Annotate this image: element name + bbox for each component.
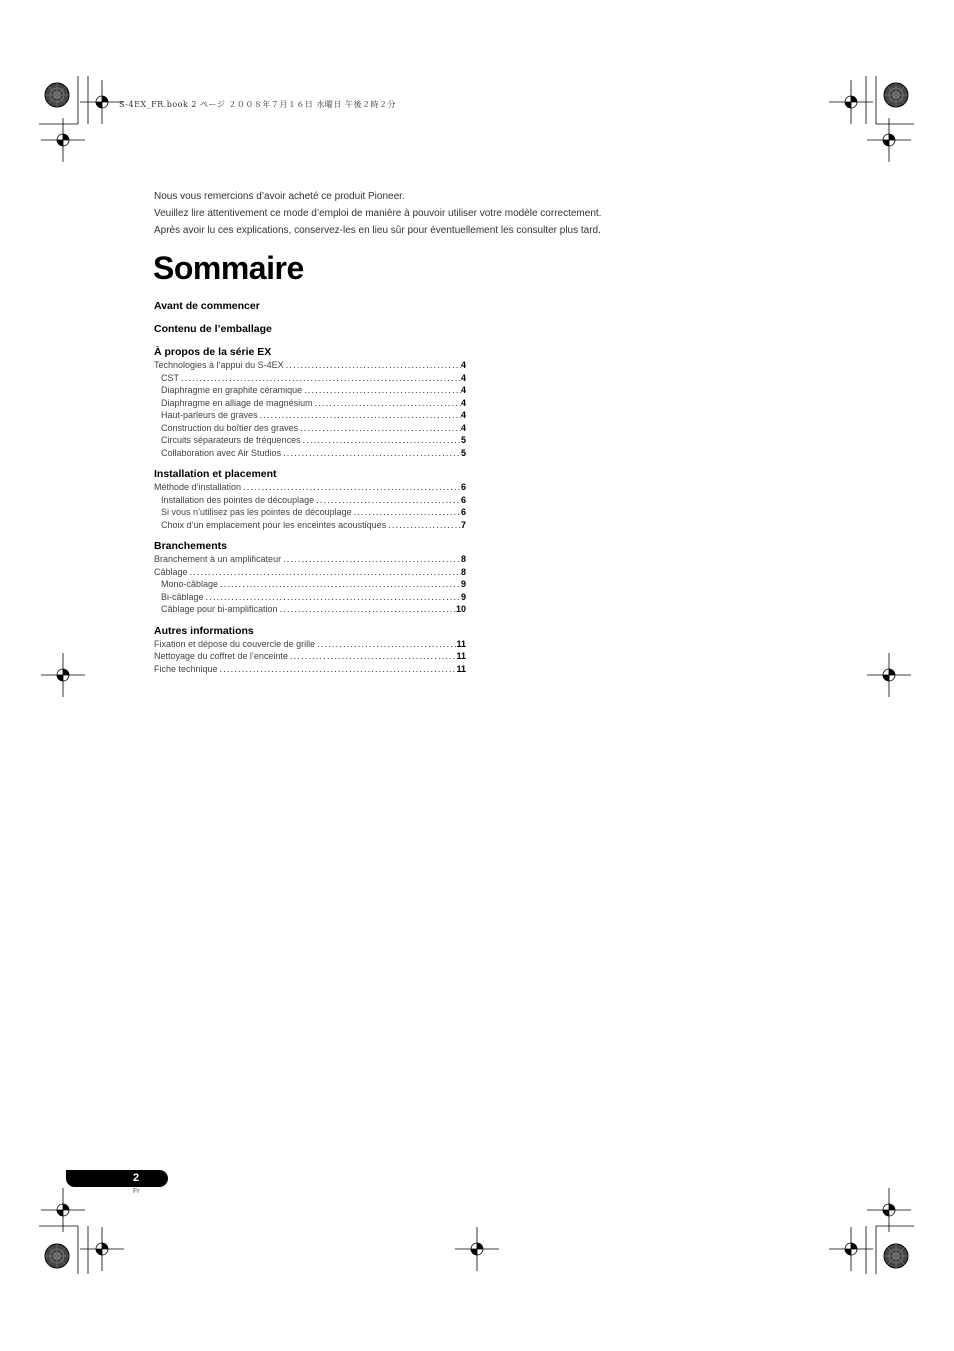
page-number: 2 — [133, 1172, 140, 1184]
toc-entry[interactable]: Branchement à un amplificateur ..... 8 — [154, 553, 466, 566]
toc-entry[interactable]: Circuits séparateurs de fréquences ..... 5 — [154, 434, 466, 447]
toc-section-contenu[interactable]: Contenu de l’emballage — [154, 323, 272, 335]
table-of-contents — [154, 300, 466, 675]
toc-entry[interactable]: Diaphragme en alliage de magnésium ..... 4 — [154, 397, 466, 410]
toc-entry[interactable]: Câblage pour bi-amplification ..... 10 — [154, 603, 466, 616]
toc-entry[interactable]: Choix d’un emplacement pour les enceintes acoustiques ..... 7 — [154, 519, 466, 532]
toc-entry[interactable]: Nettoyage du coffret de l’enceinte ..... 11 — [154, 650, 466, 663]
page-number-tab — [66, 1170, 168, 1187]
toc-entry[interactable]: Technologies à l’appui du S-4EX ..... 4 — [154, 359, 466, 372]
toc-entry[interactable]: Fixation et dépose du couvercle de grille ..... 11 — [154, 638, 466, 651]
print-header-note: S-4EX_FR.book 2 ページ ２００８年７月１６日 水曜日 午後２時２分 — [119, 100, 396, 109]
toc-section-installation[interactable]: Installation et placement — [154, 468, 277, 480]
toc-entry[interactable]: Diaphragme en graphite céramique ..... 4 — [154, 384, 466, 397]
intro-line: Après avoir lu ces explications, conservez-les en lieu sûr pour éventuellement les consulter plus tard. — [154, 225, 601, 236]
toc-entry[interactable]: Collaboration avec Air Studios ..... 5 — [154, 447, 466, 460]
toc-section-autres[interactable]: Autres informations — [154, 624, 254, 637]
toc-entry[interactable]: Haut-parleurs de graves ..... 4 — [154, 409, 466, 422]
toc-section-branchements[interactable]: Branchements — [154, 540, 227, 552]
toc-section-avant[interactable]: Avant de commencer — [154, 300, 260, 312]
intro-line: Nous vous remercions d’avoir acheté ce produit Pioneer. — [154, 191, 405, 202]
toc-entry[interactable]: Câblage ..... 8 — [154, 566, 466, 579]
toc-entry[interactable]: Construction du boîtier des graves ..... 4 — [154, 422, 466, 435]
toc-entry[interactable]: Méthode d’installation ..... 6 — [154, 481, 466, 494]
toc-entry[interactable]: Si vous n’utilisez pas les pointes de découplage ..... 6 — [154, 506, 466, 519]
page-title: Sommaire — [153, 250, 304, 286]
toc-entry[interactable]: Fiche technique ..... 11 — [154, 663, 466, 676]
toc-entry[interactable]: Mono-câblage ..... 9 — [154, 578, 466, 591]
toc-entry[interactable]: CST ..... 4 — [154, 372, 466, 385]
toc-entry[interactable]: Installation des pointes de découplage ..... 6 — [154, 494, 466, 507]
toc-section-apropos[interactable]: À propos de la série EX — [154, 346, 272, 358]
intro-text — [154, 188, 601, 239]
intro-line: Veuillez lire attentivement ce mode d’emploi de manière à pouvoir utiliser votre modèle correctement. — [154, 208, 602, 219]
page-language: Fr — [133, 1188, 140, 1195]
toc-entry[interactable]: Bi-câblage ..... 9 — [154, 591, 466, 604]
